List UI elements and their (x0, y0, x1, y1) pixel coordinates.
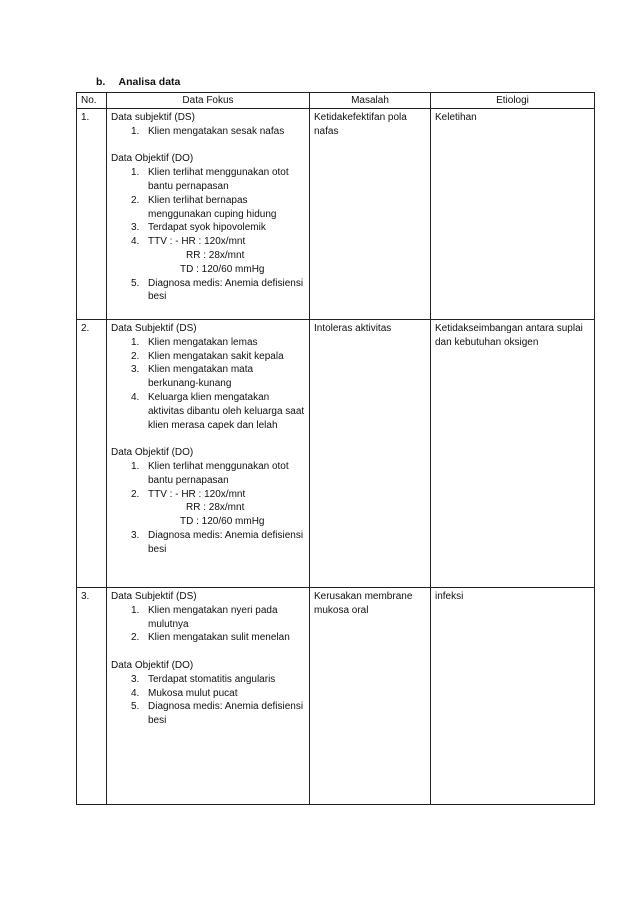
item-text: Terdapat syok hipovolemik (148, 222, 266, 234)
item-number: 1. (131, 125, 140, 137)
vital-rr: RR : 28x/mnt (186, 249, 245, 261)
do-group (111, 446, 305, 556)
do-list (111, 460, 305, 557)
item-text: Klien terlihat menggunakan otot bantu pernapasan (148, 167, 289, 192)
item-text: Diagnosa medis: Anemia defisiensi besi (148, 529, 304, 555)
list-item-vitals (111, 235, 305, 276)
item-number: 1. (131, 460, 140, 472)
ds-title: Data Subjektif (DS) (111, 591, 197, 602)
vitals-block (148, 488, 264, 529)
item-number: 3. (131, 529, 140, 541)
ds-list (111, 336, 305, 433)
list-item (111, 700, 305, 728)
item-number: 3. (131, 673, 140, 685)
item-number: 2. (131, 632, 140, 644)
list-item (111, 363, 305, 391)
do-list (111, 166, 305, 304)
vitals-block (148, 235, 264, 276)
do-title: Data Objektif (DO) (111, 447, 194, 459)
item-text: Mukosa mulut pucat (148, 687, 238, 699)
cell-no: 3. (77, 588, 107, 805)
vital-hr: TTV : - HR : 120x/mnt (148, 488, 246, 500)
item-number: 5. (131, 277, 140, 289)
section-title: Analisa data (118, 76, 181, 88)
item-text: Terdapat stomatitis angularis (148, 673, 276, 685)
item-number: 2. (131, 350, 140, 362)
ds-list (111, 125, 305, 139)
item-text: Klien terlihat bernapas menggunakan cuping hidung (148, 194, 277, 220)
cell-no: 1. (77, 109, 107, 320)
table-row (77, 588, 595, 805)
item-text: Klien mengatakan sakit kepala (148, 350, 284, 362)
item-text: Klien terlihat menggunakan otot bantu pernapasan (148, 460, 289, 486)
vital-td: TD : 120/60 mmHg (180, 516, 265, 528)
section-label: b. (96, 76, 106, 88)
ds-group (111, 322, 305, 432)
item-number: 1. (131, 336, 140, 348)
list-item (111, 391, 305, 432)
list-item-vitals (111, 488, 305, 529)
do-title: Data Objektif (DO) (111, 153, 194, 165)
table-row (77, 109, 595, 320)
cell-masalah: Kerusakan membrane mukosa oral (310, 588, 431, 805)
item-text: Klien mengatakan sulit menelan (148, 632, 290, 644)
item-text: Keluarga klien mengatakan aktivitas dibantu oleh keluarga saat klien merasa capek dan lelah (148, 391, 305, 431)
cell-etiologi: Ketidakseimbangan antara suplai dan kebutuhan oksigen (431, 320, 595, 588)
cell-etiologi: Keletihan (431, 109, 595, 320)
item-number: 1. (131, 167, 140, 179)
cell-etiologi: infeksi (431, 588, 595, 805)
cell-data-fokus (107, 320, 310, 588)
list-item (111, 687, 305, 701)
do-list (111, 673, 305, 728)
list-item (111, 277, 305, 305)
item-text: Klien mengatakan nyeri pada mulutnya (148, 604, 278, 630)
header-masalah: Masalah (310, 93, 431, 109)
list-item (111, 631, 305, 645)
header-no: No. (77, 93, 107, 109)
table-row (77, 320, 595, 588)
item-number: 3. (131, 222, 140, 234)
item-text: Diagnosa medis: Anemia defisiensi besi (148, 701, 304, 727)
table-header-row (77, 93, 595, 109)
item-number: 1. (131, 604, 140, 616)
item-text: Diagnosa medis: Anemia defisiensi besi (148, 277, 304, 303)
list-item (111, 673, 305, 687)
do-group (111, 152, 305, 304)
list-item (111, 125, 305, 139)
ds-title: Data subjektif (DS) (111, 112, 195, 123)
list-item (111, 336, 305, 350)
ds-title: Data Subjektif (DS) (111, 323, 197, 334)
do-title: Data Objektif (DO) (111, 659, 194, 671)
list-item (111, 460, 305, 488)
vital-rr: RR : 28x/mnt (186, 502, 245, 514)
item-number: 2. (131, 194, 140, 206)
list-item (111, 194, 305, 222)
cell-data-fokus (107, 588, 310, 805)
cell-masalah: Ketidakefektifan pola nafas (310, 109, 431, 320)
analysis-table (76, 92, 595, 805)
item-number: 4. (131, 687, 140, 699)
list-item (111, 604, 305, 632)
cell-masalah: Intoleras aktivitas (310, 320, 431, 588)
section-heading (96, 76, 180, 88)
ds-group (111, 590, 305, 645)
do-group (111, 659, 305, 728)
item-number: 3. (131, 364, 140, 376)
item-number: 2. (131, 488, 140, 500)
vital-td: TD : 120/60 mmHg (180, 263, 265, 275)
list-item (111, 166, 305, 194)
header-data-fokus: Data Fokus (107, 93, 310, 109)
ds-group (111, 111, 305, 139)
list-item (111, 350, 305, 364)
cell-data-fokus (107, 109, 310, 320)
item-number: 5. (131, 701, 140, 713)
ds-list (111, 604, 305, 645)
item-text: Klien mengatakan lemas (148, 336, 258, 348)
item-number: 4. (131, 391, 140, 403)
header-etiologi: Etiologi (431, 93, 595, 109)
list-item (111, 221, 305, 235)
list-item (111, 529, 305, 557)
item-text: Klien mengatakan mata berkunang-kunang (148, 364, 254, 390)
item-text: Klien mengatakan sesak nafas (148, 125, 285, 137)
vital-hr: TTV : - HR : 120x/mnt (148, 236, 246, 248)
cell-no: 2. (77, 320, 107, 588)
item-number: 4. (131, 236, 140, 248)
